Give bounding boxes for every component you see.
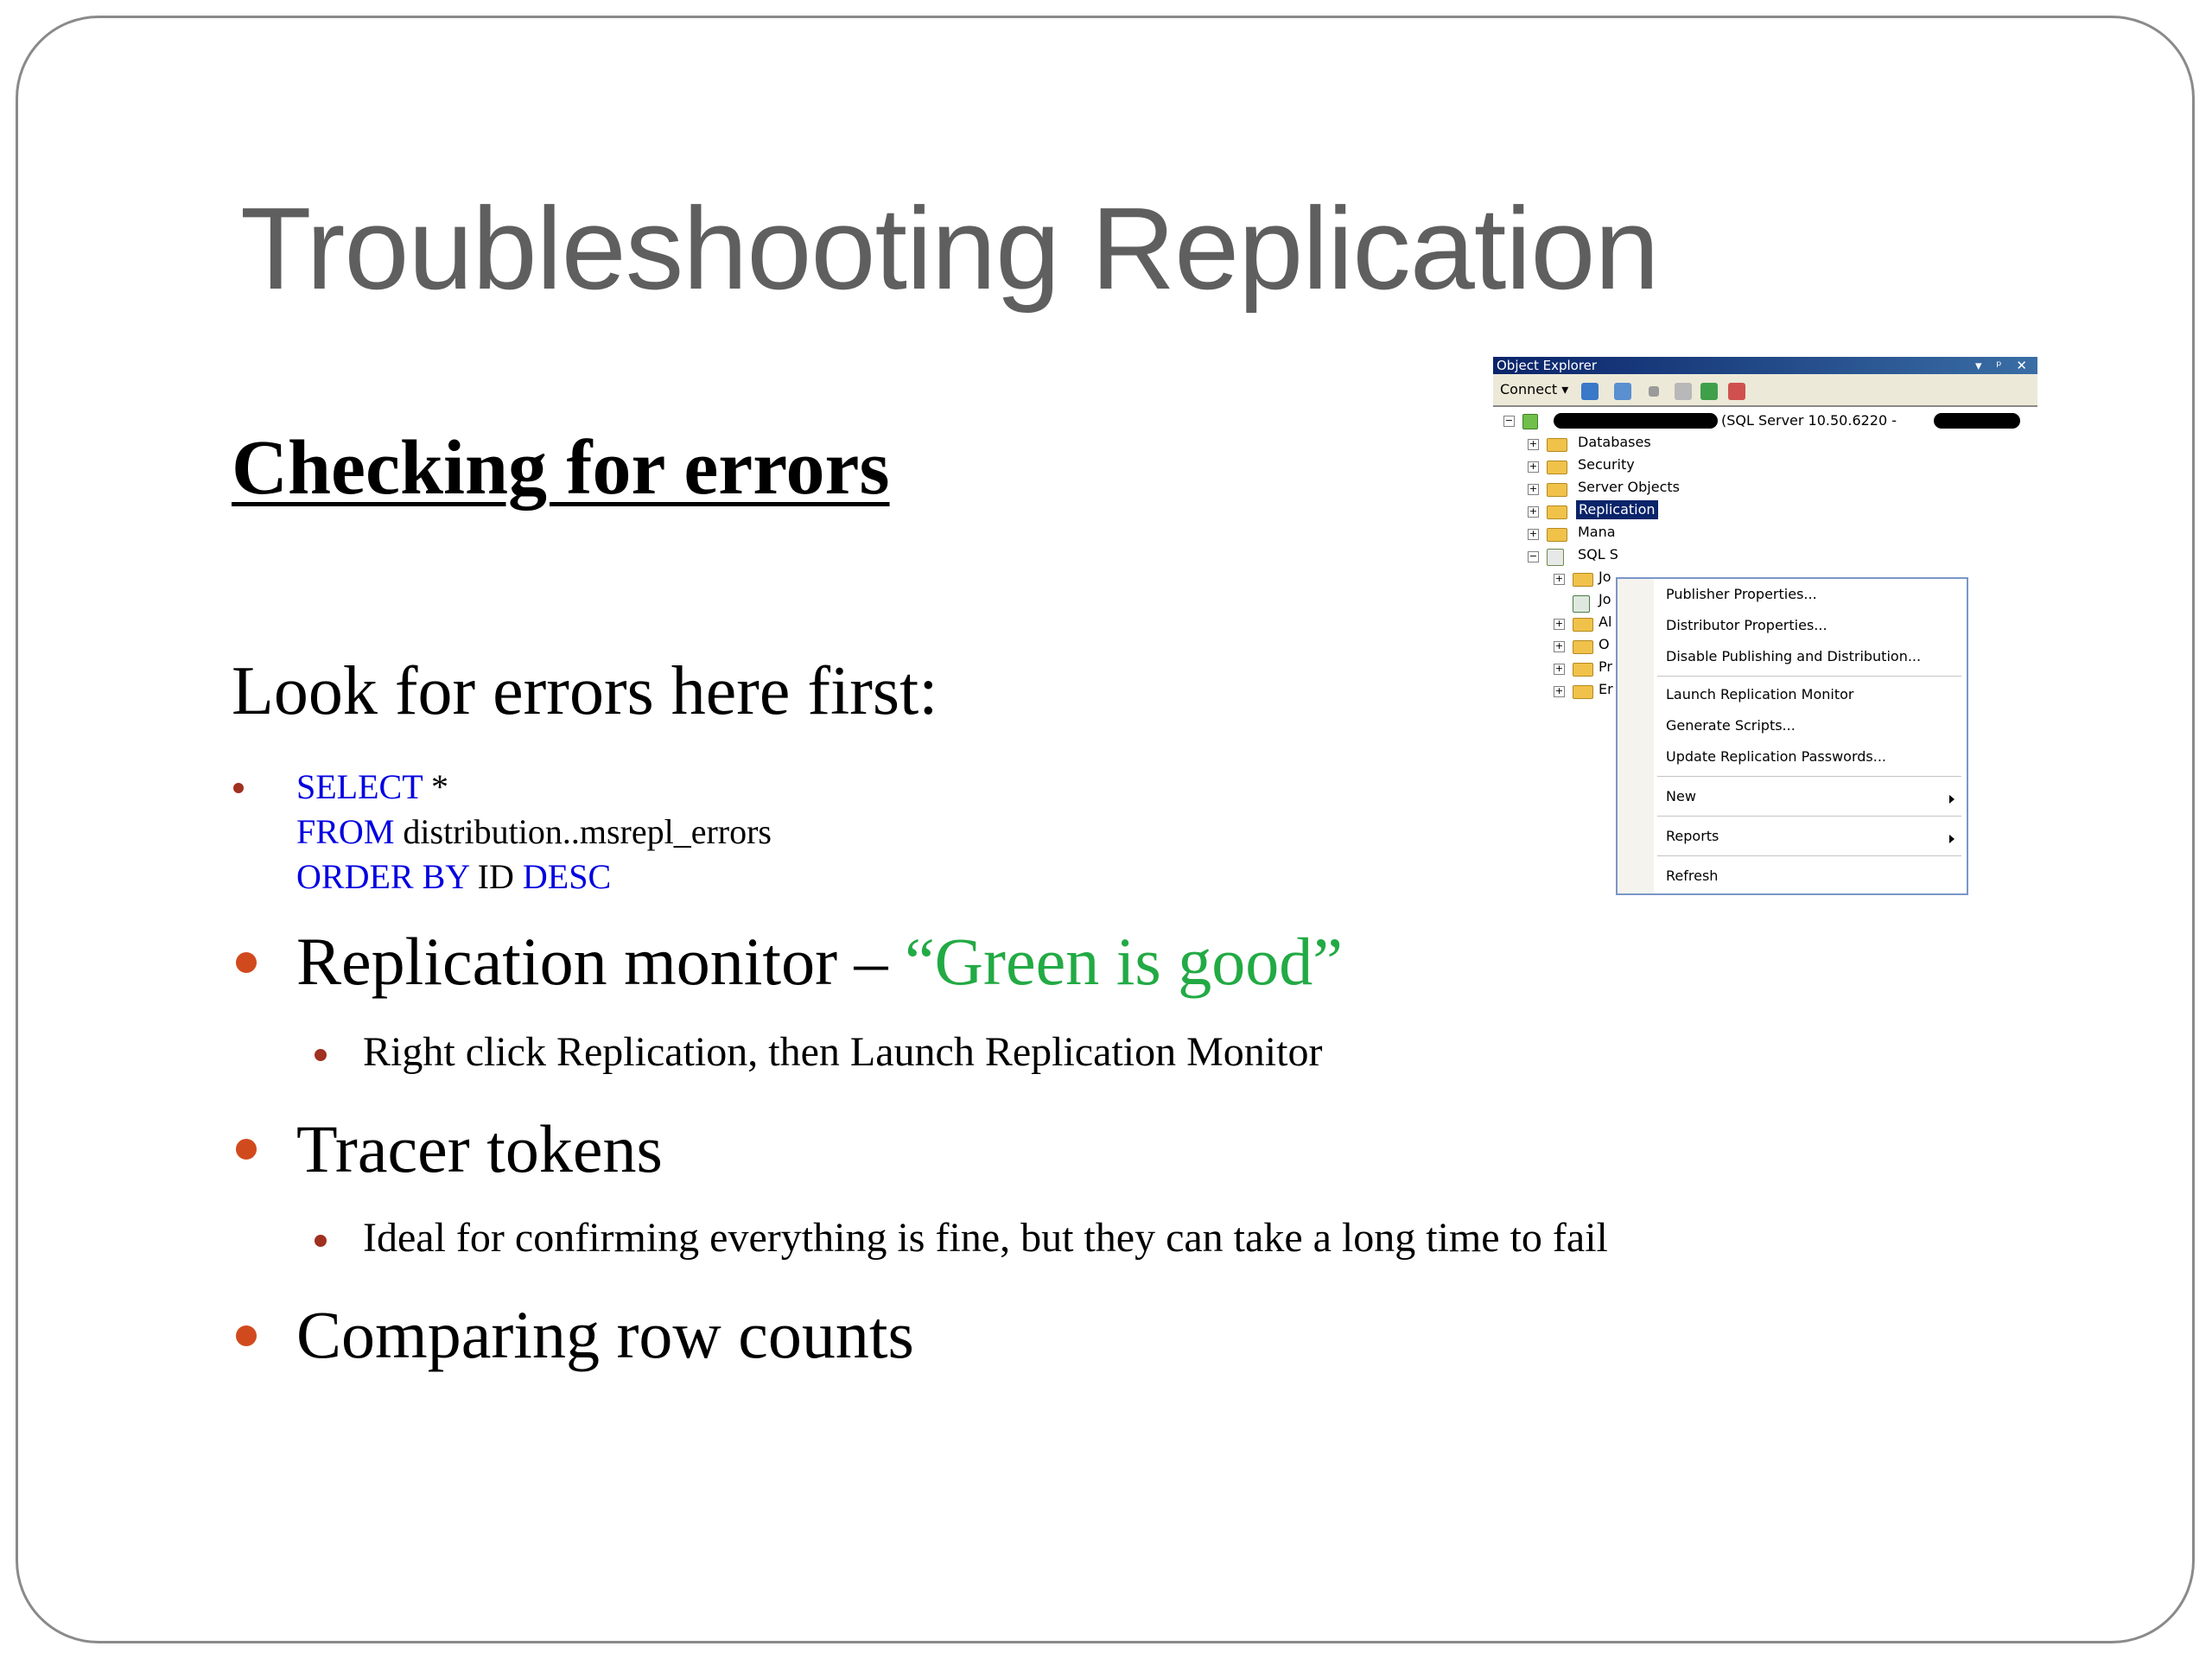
filter-icon[interactable] [1675,383,1692,400]
look-for-text: Look for errors here first: [232,653,938,729]
object-explorer-title: Object Explorer [1497,358,1598,373]
sub-bullet-monitor: Right click Replication, then Launch Replication Monitor [363,1029,1323,1075]
expand-icon[interactable]: + [1554,663,1564,674]
sql-query [296,765,772,899]
sql-from-keyword: FROM [296,812,395,851]
folder-icon [1573,663,1593,677]
menu-refresh[interactable]: Refresh [1666,868,1719,884]
sql-order-keyword: ORDER BY [296,857,469,896]
bullet-dot-tracer-sub [315,1235,327,1247]
report-icon[interactable] [1728,383,1745,400]
sql-select-keyword: SELECT [296,767,423,806]
connect-engine-icon[interactable] [1581,383,1599,400]
folder-icon [1547,438,1567,452]
sql-from-rest: distribution..msrepl_errors [394,812,772,851]
expand-icon[interactable]: + [1554,573,1564,584]
menu-icon-strip [1618,579,1654,893]
sub-bullet-tracer: Ideal for confirming everything is fine, but they can take a long time to fail [363,1215,1608,1261]
bullet-dot-rowcounts [236,1325,257,1346]
menu-disable-publishing[interactable]: Disable Publishing and Distribution... [1666,648,1922,664]
redacted-server-name [1554,413,1718,429]
object-explorer-toolbar [1493,374,2037,407]
tree-child-alerts[interactable]: Al [1599,613,1612,630]
menu-new[interactable]: New [1666,788,1696,804]
disconnect-icon[interactable] [1614,383,1631,400]
tree-databases[interactable]: Databases [1578,434,1651,450]
expand-icon[interactable]: + [1529,483,1538,494]
replication-context-menu [1616,577,1968,895]
folder-icon [1573,640,1593,654]
submenu-arrow-icon [1949,795,1955,804]
job-activity-icon [1573,595,1590,613]
stop-icon[interactable] [1649,386,1659,397]
collapse-icon[interactable]: − [1504,415,1514,426]
bullet-row-counts: Comparing row counts [296,1297,914,1372]
tree-security[interactable]: Security [1578,456,1635,473]
tree-server-objects[interactable]: Server Objects [1578,479,1680,495]
bullet-dot-tracer [236,1139,257,1160]
menu-distributor-properties[interactable]: Distributor Properties... [1666,617,1827,633]
bullet-dot-sql [233,783,244,793]
folder-icon [1547,483,1567,497]
menu-reports[interactable]: Reports [1666,828,1719,844]
menu-separator [1657,855,1961,856]
server-suffix: (SQL Server 10.50.6220 - [1721,412,1897,429]
expand-icon[interactable]: + [1529,438,1538,449]
expand-icon[interactable]: + [1529,461,1538,472]
tree-sql-agent[interactable]: SQL S [1578,546,1618,563]
folder-icon [1573,573,1593,587]
folder-icon [1547,528,1567,542]
folder-icon [1547,505,1567,519]
menu-generate-scripts[interactable]: Generate Scripts... [1666,717,1796,734]
section-heading: Checking for errors [232,425,890,511]
expand-icon[interactable]: + [1554,685,1564,696]
tree-replication[interactable]: Replication [1576,500,1658,519]
menu-separator [1657,676,1961,677]
menu-separator [1657,776,1961,777]
tree-child-error-logs[interactable]: Er [1599,681,1613,697]
window-controls[interactable]: ▾ ᵖ ✕ [1974,358,2032,373]
sql-select-rest: * [422,767,448,806]
object-explorer-screenshot [1493,357,2037,884]
menu-separator [1657,816,1961,817]
expand-icon[interactable]: + [1529,528,1538,539]
sql-desc-keyword: DESC [522,857,612,896]
folder-icon [1547,461,1567,474]
submenu-arrow-icon [1949,835,1955,843]
tree-child-operators[interactable]: O [1599,636,1610,652]
green-is-good-quote: “Green is good” [905,924,1343,999]
server-icon [1522,414,1538,429]
object-explorer-titlebar [1493,357,2037,374]
menu-publisher-properties[interactable]: Publisher Properties... [1666,586,1817,602]
expand-icon[interactable]: + [1554,640,1564,652]
bullet-dot-monitor-sub [315,1049,327,1061]
slide-title: Troubleshooting Replication [240,183,1659,314]
expand-icon[interactable]: + [1554,618,1564,629]
bullet-dot-monitor [236,952,257,973]
monitor-prefix: Replication monitor – [296,924,906,999]
tree-child-jobs[interactable]: Jo [1599,569,1611,585]
refresh-icon[interactable] [1700,383,1718,400]
tree-child-job-activity[interactable]: Jo [1599,591,1611,607]
menu-launch-replication-monitor[interactable]: Launch Replication Monitor [1666,686,1854,702]
folder-icon [1573,685,1593,699]
tree-child-proxies[interactable]: Pr [1599,658,1612,675]
agent-icon [1547,549,1564,566]
redacted-login [1934,413,2020,429]
connect-button[interactable]: Connect ▾ [1500,381,1569,397]
object-explorer-tree [1493,409,2037,884]
folder-icon [1573,618,1593,632]
expand-icon[interactable]: + [1529,505,1538,517]
collapse-icon[interactable]: − [1529,550,1538,562]
tree-management[interactable]: Mana [1578,524,1616,540]
bullet-tracer-tokens: Tracer tokens [296,1111,663,1186]
sql-order-mid: ID [468,857,523,896]
menu-update-replication-passwords[interactable]: Update Replication Passwords... [1666,748,1886,765]
bullet-replication-monitor [296,923,1343,1001]
